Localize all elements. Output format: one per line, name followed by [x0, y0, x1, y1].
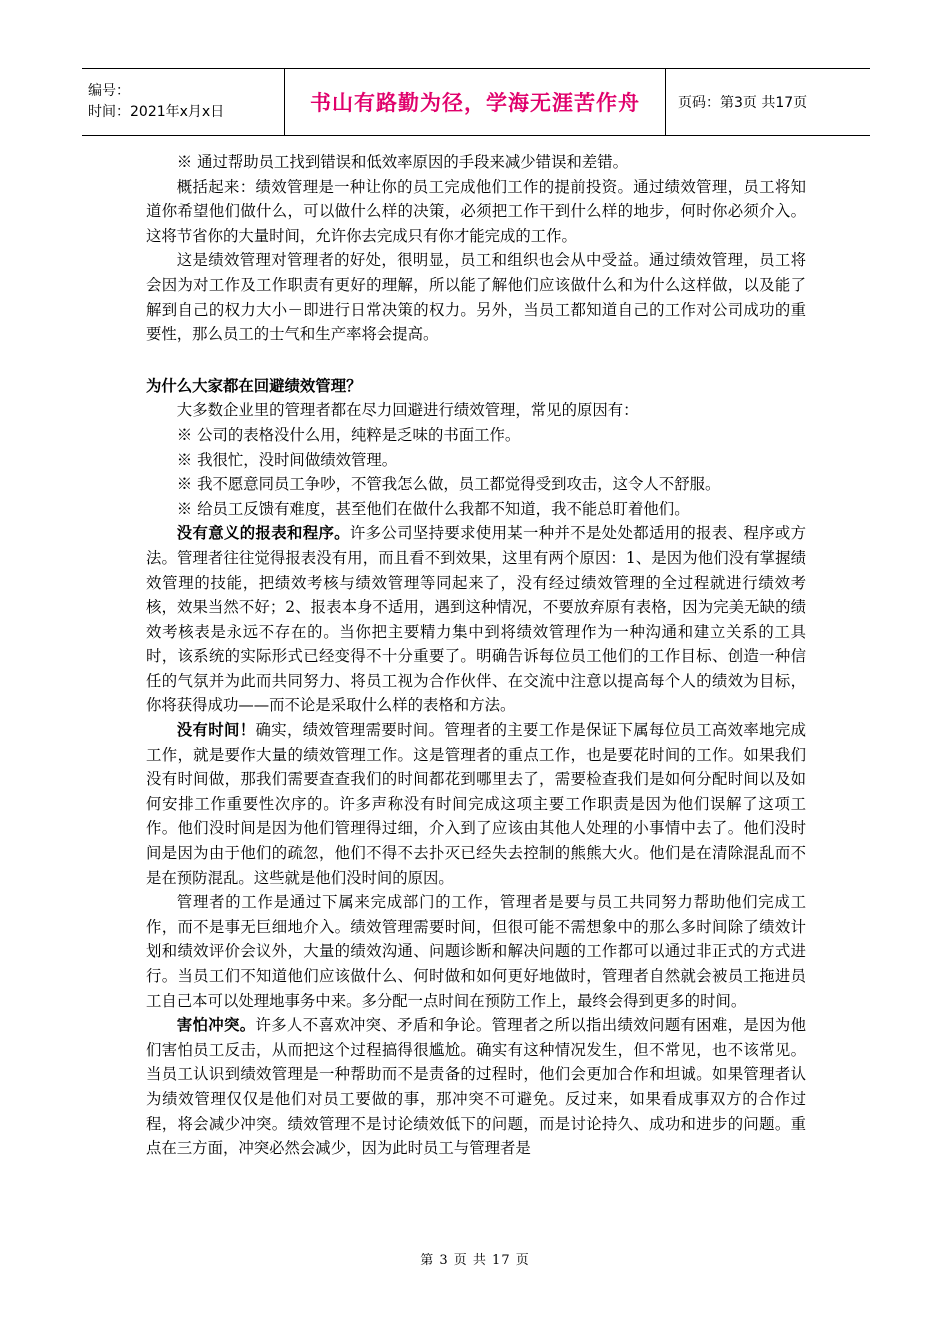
- paragraph-text: 许多公司坚持要求使用某一种并不是处处都适用的报表、程序或方法。管理者往往觉得报表没有用，而且看不到效果，这里有两个原因：1、是因为他们没有掌握绩效管理的技能，把绩效考核与绩效管理等同起来了，没有经过绩效管理的全过程就进行绩效考核，效果当然不好；2、报表本身不适用，遇到这种情况，不要放弃原有表格，因为完美无缺的绩效考核表是永远不存在的。当你把主要精力集中到将绩效管理作为一种沟通和建立关系的工具时，该系统的实际形式已经变得不十分重要了。明确告诉每位员工他们的工作目标、创造一种信任的气氛并为此而共同努力、将员工视为合作伙伴、在交流中注意以提高每个人的绩效为目标，你将获得成功——而不论是采取什么样的表格和方法。: [146, 524, 806, 715]
- paragraph: [146, 1013, 806, 1161]
- page-footer: 第 3 页 共 17 页: [420, 1253, 530, 1268]
- paragraph: [146, 718, 806, 890]
- bullet-item: ※ 给员工反馈有难度，甚至他们在做什么我都不知道，我不能总盯着他们。: [176, 499, 690, 518]
- paragraph-lead: 害怕冲突。: [176, 1016, 256, 1035]
- paragraph: 管理者的工作是通过下属来完成部门的工作，管理者是要与员工共同努力帮助他们完成工作，而不是事无巨细地介入。绩效管理需要时间，但很可能不需想象中的那么多时间除了绩效计划和绩效评价会议外，大量的绩效沟通、问题诊断和解决问题的工作都可以通过非正式的方式进行。当员工们不知道他们应该做什么、何时做和如何更好地做时，管理者自然就会被员工拖进员工自己本可以处理地事务中来。多分配一点时间在预防工作上，最终会得到更多的时间。: [146, 893, 806, 1010]
- time-label: 时间：2021年x月x日: [88, 104, 225, 120]
- section-heading: 为什么大家都在回避绩效管理？: [146, 376, 362, 395]
- paragraph-lead: 没有时间！: [176, 721, 256, 740]
- paragraph-text: 确实，绩效管理需要时间。管理者的主要工作是保证下属每位员工高效率地完成工作，就是要作大量的绩效管理工作。这是管理者的重点工作，也是要花时间的工作。如果我们没有时间做，那我们需要查查我们的时间都花到哪里去了，需要检查我们是如何分配时间以及如何安排工作重要性次序的。许多声称没有时间完成这项主要工作职责是因为他们误解了这项工作。他们没时间是因为他们管理得过细，介入到了应该由其他人处理的小事情中去了。他们没时间是因为由于他们的疏忽，他们不得不去扑灭已经失去控制的熊熊大火。他们是在清除混乱而不是在预防混乱。这些就是他们没时间的原因。: [146, 721, 806, 887]
- serial-label: 编号：: [88, 83, 130, 99]
- page-header: [82, 68, 870, 136]
- bullet-item: ※ 公司的表格没什么用，纯粹是乏味的书面工作。: [176, 425, 521, 444]
- bullet-item: ※ 我很忙，没时间做绩效管理。: [176, 450, 398, 469]
- paragraph: ※ 通过帮助员工找到错误和低效率原因的手段来减少错误和差错。: [176, 153, 629, 171]
- paragraph-text: 许多人不喜欢冲突、矛盾和争论。管理者之所以指出绩效问题有困难，是因为他们害怕员工反击，从而把这个过程搞得很尴尬。确实有这种情况发生，但不常见，也不该常见。当员工认识到绩效管理是一种帮助而不是责备的过程时，他们会更加合作和坦诚。如果管理者认为绩效管理仅仅是他们对员工要做的事，那冲突不可避免。反过来，如果看成事双方的合作过程，将会减少冲突。绩效管理不是讨论绩效低下的问题，而是讨论持久、成功和进步的问题。重点在三方面，冲突必然会减少，因为此时员工与管理者是: [146, 1016, 806, 1158]
- document-body: [146, 150, 806, 1161]
- paragraph: 这是绩效管理对管理者的好处，很明显，员工和组织也会从中受益。通过绩效管理，员工将会因为对工作及工作职责有更好的理解，所以能了解他们应该做什么和为什么这样做，以及能了解到自己的权力大小－即进行日常决策的权力。另外，当员工都知道自己的工作对公司成功的重要性，那么员工的士气和生产率将会提高。: [146, 251, 806, 344]
- paragraph: 大多数企业里的管理者都在尽力回避进行绩效管理，常见的原因有：: [176, 401, 639, 420]
- header-page-info: 页码：第3页 共17页: [666, 69, 871, 136]
- paragraph-lead: 没有意义的报表和程序。: [176, 524, 350, 543]
- spacer: [146, 347, 806, 374]
- header-motto: 书山有路勤为径，学海无涯苦作舟: [285, 69, 666, 136]
- header-meta: [82, 69, 285, 136]
- bullet-item: ※ 我不愿意同员工争吵，不管我怎么做，员工都觉得受到攻击，这令人不舒服。: [176, 475, 721, 494]
- paragraph: [146, 521, 806, 718]
- paragraph: 概括起来：绩效管理是一种让你的员工完成他们工作的提前投资。通过绩效管理，员工将知道你希望他们做什么，可以做什么样的决策，必须把工作干到什么样的地步，何时你必须介入。这将节省你的大量时间，允许你去完成只有你才能完成的工作。: [146, 177, 806, 245]
